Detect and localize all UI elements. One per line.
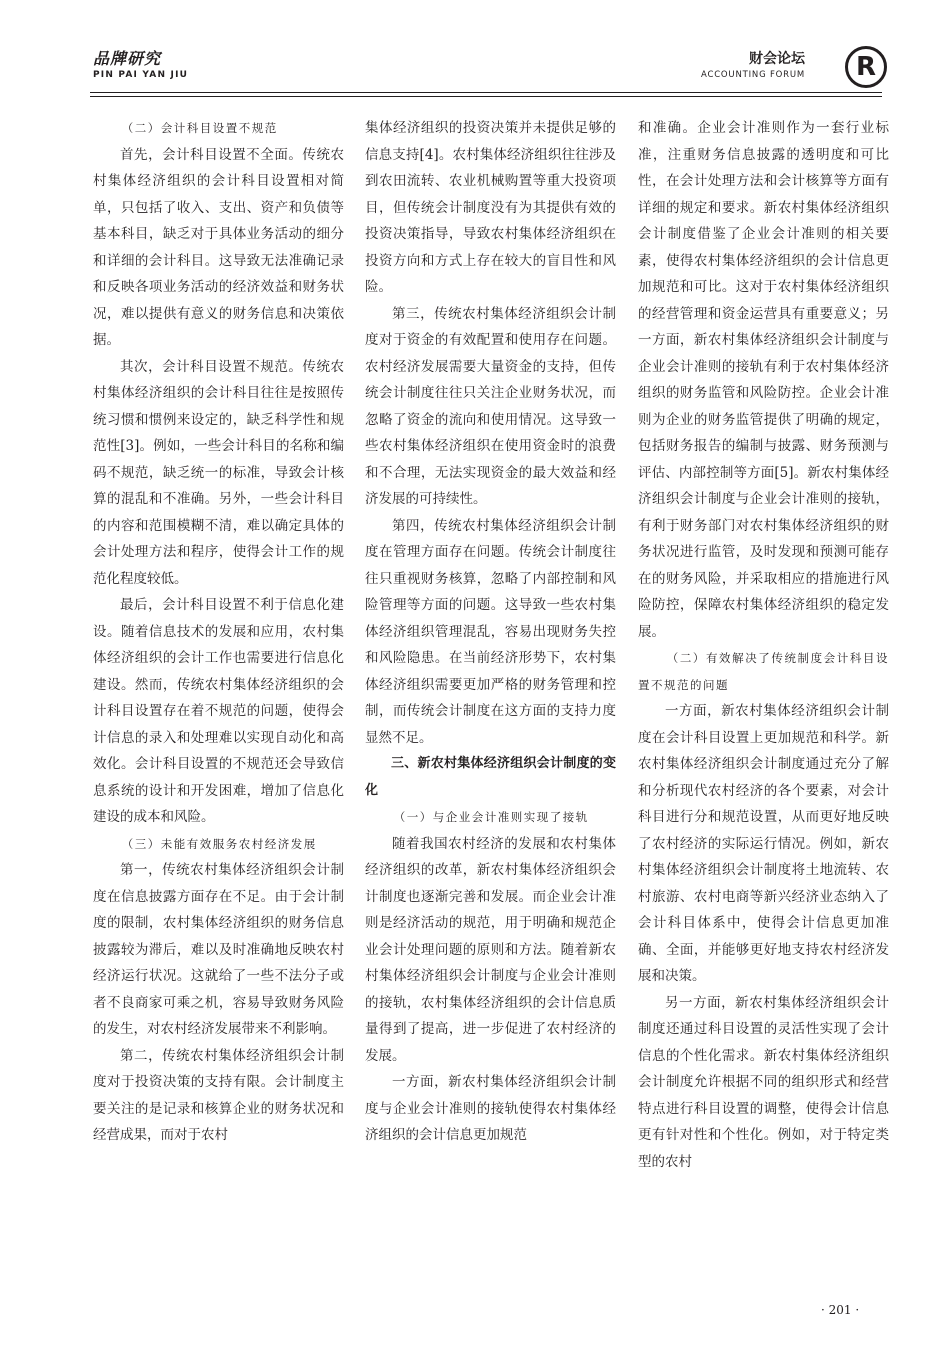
body-paragraph: 第四，传统农村集体经济组织会计制度在管理方面存在问题。传统会计制度往往只重视财务核算，忽略了内部控制和风险管理等方面的问题。这导致一些农村集体经济组织管理混乱，容易出现财务失控和风险隐患。在当前经济形势下，农村集体经济组织需要更加严格的财务管理和控制，而传统会计制度在这方面的支持力度显然不足。 xyxy=(365,517,616,746)
registered-logo-icon: R xyxy=(845,46,887,88)
page-number: · 201 · xyxy=(821,1303,860,1317)
section-heading: （二）会计科目设置不规范 xyxy=(121,121,278,135)
section-title-en: ACCOUNTING FORUM xyxy=(701,70,805,80)
body-paragraph: 第一，传统农村集体经济组织会计制度在信息披露方面存在不足。由于会计制度的限制，农村集体经济组织的财务信息披露较为滞后，难以及时准确地反映农村经济运行状况。这就给了一些不法分子或者不良商家可乘之机，容易导致财务风险的发生，对农村经济发展带来不利影响。 xyxy=(93,862,344,1037)
body-paragraph: 随着我国农村经济的发展和农村集体经济组织的改革，新农村集体经济组织会计制度也逐渐完善和发展。而企业会计准则是经济活动的规范，用于明确和规范企业会计处理问题的原则和方法。随着新农村集体经济组织会计制度与企业会计准则的接轨，农村集体经济组织的会计信息质量得到了提高，进一步促进了农村经济的发展。 xyxy=(365,835,616,1064)
section-heading: （二）有效解决了传统制度会计科目设置不规范的问题 xyxy=(638,651,889,692)
body-paragraph: 第三，传统农村集体经济组织会计制度对于资金的有效配置和使用存在问题。农村经济发展需要大量资金的支持，但传统会计制度往往只关注企业财务状况，而忽略了资金的流向和使用情况。这导致一些农村集体经济组织在使用资金时的浪费和不合理，无法实现资金的最大效益和经济发展的可持续性。 xyxy=(365,305,616,507)
body-paragraph: 集体经济组织的投资决策并未提供足够的信息支持[4]。农村集体经济组织往往涉及到农田流转、农业机械购置等重大投资项目，但传统会计制度没有为其提供有效的投资决策指导，导致农村集体经济组织在投资方向和方式上存在较大的盲目性和风险。 xyxy=(365,120,616,295)
text-column-3 xyxy=(638,115,889,1175)
section-heading: （一）与企业会计准则实现了接轨 xyxy=(393,810,589,824)
section-label xyxy=(701,50,805,82)
header-rule-top xyxy=(90,92,882,93)
body-paragraph: 另一方面，新农村集体经济组织会计制度还通过科目设置的灵活性实现了会计信息的个性化需求。新农村集体经济组织会计制度允许根据不同的组织形式和经营特点进行科目设置的调整，使得会计信息更有针对性和个性化。例如，对于特定类型的农村 xyxy=(638,994,889,1170)
brand-title-en: PIN PAI YAN JIU xyxy=(93,70,189,80)
body-paragraph: 首先，会计科目设置不全面。传统农村集体经济组织的会计科目设置相对简单，只包括了收入、支出、资产和负债等基本科目，缺乏对于具体业务活动的细分和详细的会计科目。这导致无法准确记录和反映各项业务活动的经济效益和财务状况，难以提供有意义的财务信息和决策依据。 xyxy=(93,146,344,348)
body-paragraph: 和准确。企业会计准则作为一套行业标准，注重财务信息披露的透明度和可比性，在会计处理方法和会计核算等方面有详细的规定和要求。新农村集体经济组织会计制度借鉴了企业会计准则的相关要素，使得农村集体经济组织的会计信息更加规范和可比。这对于农村集体经济组织的经营管理和资金运营具有重要意义；另一方面，新农村集体经济组织会计制度与企业会计准则的接轨有利于农村集体经济组织的财务监管和风险防控。企业会计准则为企业的财务监管提供了明确的规定，包括财务报告的编制与披露、财务预测与评估、内部控制等方面[5]。新农村集体经济组织会计制度与企业会计准则的接轨，有利于财务部门对农村集体经济组织的财务状况进行监管，及时发现和预测可能存在的财务风险，并采取相应的措施进行风险防控，保障农村集体经济组织的稳定发展。 xyxy=(638,120,889,640)
journal-brand xyxy=(93,50,188,82)
section-title-cn: 财会论坛 xyxy=(749,51,805,67)
section-heading: 三、新农村集体经济组织会计制度的变化 xyxy=(365,756,616,798)
body-paragraph: 第二，传统农村集体经济组织会计制度对于投资决策的支持有限。会计制度主要关注的是记录和核算企业的财务状况和经营成果，而对于农村 xyxy=(93,1047,344,1143)
body-paragraph: 最后，会计科目设置不利于信息化建设。随着信息技术的发展和应用，农村集体经济组织的会计工作也需要进行信息化建设。然而，传统农村集体经济组织的会计科目设置存在着不规范的问题，使得会计信息的录入和处理难以实现自动化和高效化。会计科目设置的不规范还会导致信息系统的设计和开发困难，增加了信息化建设的成本和风险。 xyxy=(93,597,344,825)
body-paragraph: 一方面，新农村集体经济组织会计制度在会计科目设置上更加规范和科学。新农村集体经济组织会计制度通过充分了解和分析现代农村经济的各个要素，对会计科目进行分和规范设置，从而更好地反映了农村经济的实际运行情况。例如，新农村集体经济组织会计制度将土地流转、农村旅游、农村电商等新兴经济业态纳入了会计科目体系中，使得会计信息更加准确、全面，并能够更好地支持农村经济发展和决策。 xyxy=(638,703,889,984)
text-column-1 xyxy=(93,115,344,1149)
brand-title-cn: 品牌研究 xyxy=(93,49,162,68)
text-column-2 xyxy=(365,115,616,1149)
header-rule-bottom xyxy=(90,96,882,97)
body-paragraph: 其次，会计科目设置不规范。传统农村集体经济组织的会计科目往往是按照传统习惯和惯例来设定的，缺乏科学性和规范性[3]。例如，一些会计科目的名称和编码不规范，缺乏统一的标准，导致会计核算的混乱和不准确。另外，一些会计科目的内容和范围模糊不清，难以确定具体的会计处理方法和程序，使得会计工作的规范化程度较低。 xyxy=(93,358,344,587)
body-paragraph: 一方面，新农村集体经济组织会计制度与企业会计准则的接轨使得农村集体经济组织的会计信息更加规范 xyxy=(365,1074,616,1143)
section-heading: （三）未能有效服务农村经济发展 xyxy=(121,836,317,851)
